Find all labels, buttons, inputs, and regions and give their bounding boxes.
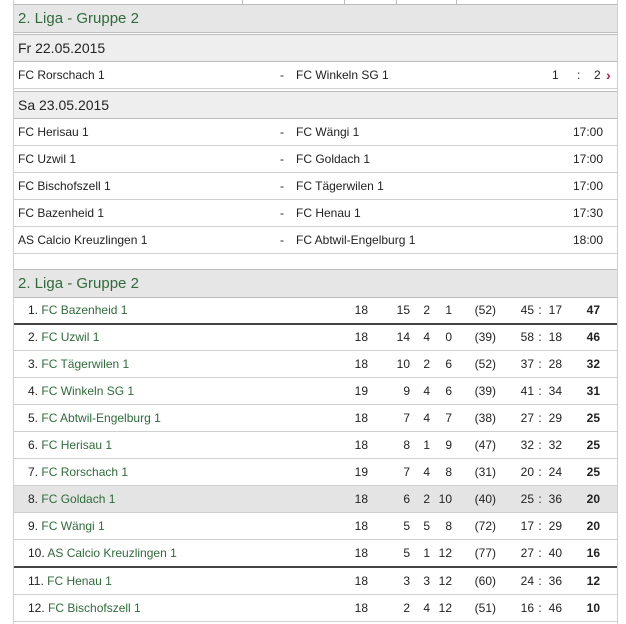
table-row[interactable]: [14, 297, 617, 325]
stat-gf: 24: [520, 574, 534, 588]
fixtures-title-text: 2. Liga - Gruppe 2: [18, 10, 139, 27]
team-cell[interactable]: [28, 324, 99, 350]
table-row[interactable]: [14, 595, 617, 622]
rank-number: 4.: [28, 384, 39, 398]
match-separator: -: [280, 125, 284, 139]
stat-pts: 32: [586, 357, 600, 371]
stat-gf: 58: [520, 330, 534, 344]
away-team[interactable]: FC Tägerwilen 1: [296, 179, 384, 193]
stat-l: 12: [438, 546, 452, 560]
team-name-link[interactable]: FC Rorschach 1: [41, 465, 129, 479]
stat-w: 7: [403, 411, 410, 425]
team-cell[interactable]: [28, 513, 105, 539]
stat-gp: 18: [354, 601, 368, 615]
stat-gc: 34: [548, 384, 562, 398]
date-header: [14, 34, 617, 62]
team-cell[interactable]: [28, 595, 141, 621]
tab-1[interactable]: [114, 0, 243, 4]
kickoff-time: 17:00: [572, 125, 603, 139]
stat-gc: 28: [548, 357, 562, 371]
stat-ga: (40): [474, 492, 496, 506]
stat-gp: 18: [354, 303, 368, 317]
stat-w: 6: [403, 492, 410, 506]
table-row[interactable]: [14, 540, 617, 568]
match-detail-arrow-icon[interactable]: ›: [606, 67, 611, 83]
stat-gf: 32: [520, 438, 534, 452]
stat-l: 12: [438, 601, 452, 615]
away-team[interactable]: FC Winkeln SG 1: [296, 68, 389, 82]
rank-number: 8.: [28, 492, 39, 506]
stat-gc: 46: [548, 601, 562, 615]
stat-d: 4: [423, 384, 430, 398]
stat-d: 5: [423, 519, 430, 533]
rank-number: 6.: [28, 438, 39, 452]
stat-gp: 18: [354, 519, 368, 533]
home-team[interactable]: FC Herisau 1: [18, 125, 89, 139]
score-separator: :: [577, 68, 581, 82]
stat-gf: 27: [520, 546, 534, 560]
stat-colon: :: [538, 519, 542, 533]
rank-number: 3.: [28, 357, 39, 371]
away-team[interactable]: FC Goldach 1: [296, 152, 371, 166]
stat-gp: 18: [354, 492, 368, 506]
stat-pts: 20: [586, 519, 600, 533]
stat-l: 0: [445, 330, 452, 344]
stat-pts: 47: [586, 303, 600, 317]
stat-gp: 19: [354, 465, 368, 479]
away-team[interactable]: FC Henau 1: [296, 206, 361, 220]
stat-ga: (77): [474, 546, 496, 560]
team-cell[interactable]: [28, 432, 112, 458]
match-row[interactable]: [14, 119, 617, 146]
table-row[interactable]: [14, 405, 617, 432]
kickoff-time: 17:00: [572, 152, 603, 166]
stat-pts: 10: [586, 601, 600, 615]
stat-pts: 25: [586, 438, 600, 452]
table-row[interactable]: [14, 324, 617, 351]
stat-w: 9: [403, 384, 410, 398]
stat-gc: 36: [548, 574, 562, 588]
match-separator: -: [280, 68, 284, 82]
rank-number: 12.: [28, 601, 45, 615]
stat-colon: :: [538, 357, 542, 371]
team-cell[interactable]: [28, 568, 112, 594]
stat-d: 4: [423, 330, 430, 344]
stat-gf: 45: [520, 303, 534, 317]
stat-d: 2: [423, 492, 430, 506]
team-name-link[interactable]: FC Goldach 1: [41, 492, 116, 506]
table-row[interactable]: [14, 513, 617, 540]
stat-l: 10: [438, 492, 452, 506]
stat-l: 8: [445, 519, 452, 533]
stat-d: 4: [423, 601, 430, 615]
table-row[interactable]: [14, 432, 617, 459]
home-team[interactable]: FC Rorschach 1: [18, 68, 105, 82]
stat-w: 5: [403, 546, 410, 560]
match-separator: -: [280, 179, 284, 193]
match-row[interactable]: [14, 62, 617, 89]
table-row[interactable]: [14, 486, 617, 513]
score-home: 1: [552, 68, 559, 82]
stat-gf: 17: [520, 519, 534, 533]
stat-ga: (52): [474, 357, 496, 371]
stat-gc: 29: [548, 411, 562, 425]
match-row[interactable]: [14, 200, 617, 227]
team-name-link[interactable]: FC Tägerwilen 1: [41, 357, 130, 371]
home-team[interactable]: FC Uzwil 1: [18, 152, 77, 166]
stat-gp: 18: [354, 438, 368, 452]
stat-l: 8: [445, 465, 452, 479]
team-name-link[interactable]: FC Bischofszell 1: [48, 601, 141, 615]
home-team[interactable]: AS Calcio Kreuzlingen 1: [18, 233, 148, 247]
stat-pts: 25: [586, 411, 600, 425]
team-cell[interactable]: [28, 540, 177, 566]
team-name-link[interactable]: FC Bazenheid 1: [41, 303, 128, 317]
rank-number: 5.: [28, 411, 39, 425]
home-team[interactable]: FC Bazenheid 1: [18, 206, 105, 220]
standings-title: [14, 269, 617, 298]
score-away: 2: [594, 68, 601, 82]
stat-ga: (31): [474, 465, 496, 479]
rank-number: 7.: [28, 465, 39, 479]
stat-w: 15: [396, 303, 410, 317]
stat-ga: (60): [474, 574, 496, 588]
team-name-link[interactable]: FC Abtwil-Engelburg 1: [41, 411, 161, 425]
home-team[interactable]: FC Bischofszell 1: [18, 179, 111, 193]
match-separator: -: [280, 206, 284, 220]
content-panel: [13, 0, 618, 624]
stat-colon: :: [538, 438, 542, 452]
date-label: Sa 23.05.2015: [18, 97, 110, 113]
team-name-link[interactable]: FC Herisau 1: [41, 438, 113, 452]
date-header: [14, 91, 617, 119]
table-row[interactable]: [14, 568, 617, 595]
stat-gf: 37: [520, 357, 534, 371]
stat-colon: :: [538, 492, 542, 506]
stat-d: 3: [423, 574, 430, 588]
stat-gc: 36: [548, 492, 562, 506]
stat-ga: (72): [474, 519, 496, 533]
kickoff-time: 18:00: [572, 233, 603, 247]
stat-ga: (38): [474, 411, 496, 425]
kickoff-time: 17:30: [572, 206, 603, 220]
stat-pts: 12: [586, 574, 600, 588]
stat-gp: 18: [354, 574, 368, 588]
stat-l: 6: [445, 384, 452, 398]
rank-number: 11.: [28, 574, 44, 588]
stat-d: 1: [423, 438, 430, 452]
stat-w: 3: [403, 574, 410, 588]
stat-gp: 18: [354, 357, 368, 371]
stat-ga: (39): [474, 330, 496, 344]
team-cell[interactable]: [28, 378, 134, 404]
rank-number: 10.: [28, 546, 45, 560]
stat-w: 7: [403, 465, 410, 479]
stat-d: 4: [423, 411, 430, 425]
standings-title-text: 2. Liga - Gruppe 2: [18, 275, 139, 292]
stat-colon: :: [538, 411, 542, 425]
stat-l: 6: [445, 357, 452, 371]
stat-gp: 19: [354, 384, 368, 398]
team-name-link[interactable]: FC Winkeln SG 1: [41, 384, 135, 398]
stat-d: 1: [423, 546, 430, 560]
stat-pts: 31: [586, 384, 600, 398]
stat-pts: 25: [586, 465, 600, 479]
stat-gc: 29: [548, 519, 562, 533]
stat-gf: 25: [520, 492, 534, 506]
stat-d: 2: [423, 357, 430, 371]
stat-gp: 18: [354, 411, 368, 425]
kickoff-time: 17:00: [572, 179, 603, 193]
date-label: Fr 22.05.2015: [18, 40, 106, 56]
team-cell[interactable]: [28, 405, 161, 431]
match-separator: -: [280, 152, 284, 166]
stat-gc: 40: [548, 546, 562, 560]
team-cell[interactable]: [28, 351, 129, 377]
stat-gf: 20: [520, 465, 534, 479]
stat-ga: (52): [474, 303, 496, 317]
stat-gp: 18: [354, 330, 368, 344]
stat-gc: 24: [548, 465, 562, 479]
stat-w: 5: [403, 519, 410, 533]
stat-colon: :: [538, 574, 542, 588]
away-team[interactable]: FC Abtwil-Engelburg 1: [296, 233, 416, 247]
stat-l: 12: [438, 574, 452, 588]
stat-ga: (39): [474, 384, 496, 398]
stat-pts: 46: [586, 330, 600, 344]
stat-colon: :: [538, 465, 542, 479]
team-name-link[interactable]: FC Uzwil 1: [41, 330, 100, 344]
stat-w: 14: [396, 330, 410, 344]
stat-w: 2: [403, 601, 410, 615]
tab-4[interactable]: [396, 0, 457, 4]
stat-colon: :: [538, 384, 542, 398]
stat-gf: 27: [520, 411, 534, 425]
stat-w: 8: [403, 438, 410, 452]
tab-3[interactable]: [344, 0, 397, 4]
stat-colon: :: [538, 330, 542, 344]
table-row[interactable]: [14, 378, 617, 405]
match-row[interactable]: [14, 227, 617, 254]
stat-w: 10: [396, 357, 410, 371]
stat-gf: 41: [520, 384, 534, 398]
section-gap: [14, 255, 617, 265]
fixtures-title: [14, 5, 617, 33]
team-cell[interactable]: [28, 486, 115, 512]
stat-colon: :: [538, 601, 542, 615]
table-row[interactable]: [14, 351, 617, 378]
match-row[interactable]: [14, 173, 617, 200]
rank-number: 2.: [28, 330, 39, 344]
stat-l: 7: [445, 411, 452, 425]
stat-colon: :: [538, 303, 542, 317]
team-cell[interactable]: [28, 297, 127, 323]
tab-2[interactable]: [242, 0, 345, 4]
stat-ga: (47): [474, 438, 496, 452]
rank-number: 9.: [28, 519, 39, 533]
table-row[interactable]: [14, 459, 617, 486]
stat-l: 9: [445, 438, 452, 452]
stat-gf: 16: [520, 601, 534, 615]
stat-gp: 18: [354, 546, 368, 560]
stat-pts: 20: [586, 492, 600, 506]
stat-gc: 17: [548, 303, 562, 317]
rank-number: 1.: [28, 303, 39, 317]
team-name-link[interactable]: FC Henau 1: [47, 574, 112, 588]
stat-gc: 32: [548, 438, 562, 452]
team-name-link[interactable]: FC Wängi 1: [41, 519, 105, 533]
team-cell[interactable]: [28, 459, 128, 485]
away-team[interactable]: FC Wängi 1: [296, 125, 360, 139]
match-separator: -: [280, 233, 284, 247]
team-name-link[interactable]: AS Calcio Kreuzlingen 1: [47, 546, 177, 560]
stat-pts: 16: [586, 546, 600, 560]
stat-d: 4: [423, 465, 430, 479]
stat-d: 2: [423, 303, 430, 317]
stat-ga: (51): [474, 601, 496, 615]
stat-colon: :: [538, 546, 542, 560]
match-row[interactable]: [14, 146, 617, 173]
stat-gc: 18: [548, 330, 562, 344]
stat-l: 1: [445, 303, 452, 317]
